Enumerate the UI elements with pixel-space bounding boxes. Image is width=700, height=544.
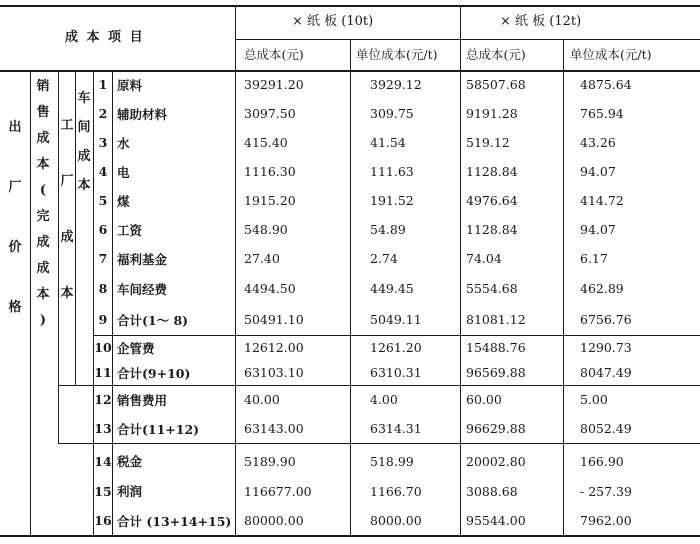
row-number: 11 bbox=[94, 365, 112, 380]
group-a-unit-cost: 5049.11 bbox=[370, 312, 422, 327]
group-b-unit-cost: 8047.49 bbox=[580, 365, 632, 380]
group-b-title: × 纸 板 (12t) bbox=[500, 14, 582, 29]
group-a-total-cost: 63143.00 bbox=[244, 421, 304, 436]
group-a-unit-cost: 1166.70 bbox=[370, 483, 422, 499]
group-a-total-cost: 80000.00 bbox=[244, 513, 304, 528]
group-b-total-cost: 81081.12 bbox=[466, 312, 526, 327]
cost-item-header: 成 本 项 目 bbox=[65, 30, 145, 45]
group-b-unit-cost: 1290.73 bbox=[580, 340, 632, 355]
group-b-total-cost: 95544.00 bbox=[466, 513, 526, 528]
group-divider-line bbox=[460, 5, 461, 536]
group-b-total-cost: 96629.88 bbox=[466, 421, 526, 436]
row-item-name: 辅助材料 bbox=[117, 106, 168, 122]
group-b-total-cost-header: 总成本(元) bbox=[466, 47, 526, 62]
row-number: 5 bbox=[98, 193, 108, 208]
group-a-total-cost: 40.00 bbox=[244, 392, 280, 407]
group-b-total-cost: 519.12 bbox=[466, 135, 510, 150]
row-item-name: 电 bbox=[117, 164, 130, 180]
group-a-total-cost: 1116.30 bbox=[244, 164, 296, 179]
group-a-unit-cost: 518.99 bbox=[370, 453, 414, 469]
row-number: 6 bbox=[98, 222, 108, 237]
group-b-total-cost: 60.00 bbox=[466, 392, 502, 407]
group-b-unit-cost: 414.72 bbox=[580, 193, 624, 208]
group-a-unit-cost: 1261.20 bbox=[370, 340, 422, 355]
group-a-total-cost: 5189.90 bbox=[244, 453, 296, 469]
group-b-unit-cost: 5.00 bbox=[580, 392, 608, 407]
row-item-name: 合计 (13+14+15) bbox=[117, 513, 232, 529]
group-a-total-cost: 63103.10 bbox=[244, 365, 304, 380]
group-a-unit-cost: 41.54 bbox=[370, 135, 406, 150]
group-a-unit-cost: 449.45 bbox=[370, 281, 414, 296]
group-b-total-cost: 4976.64 bbox=[466, 193, 518, 208]
row-number: 4 bbox=[98, 164, 108, 179]
group-b-total-cost: 3088.68 bbox=[466, 483, 518, 499]
row-number: 8 bbox=[98, 281, 108, 296]
group-b-unit-cost: 8052.49 bbox=[580, 421, 632, 436]
group-b-total-cost: 1128.84 bbox=[466, 164, 518, 179]
group-b-unit-cost: 6.17 bbox=[580, 251, 608, 266]
row-item-name: 工资 bbox=[117, 222, 143, 238]
group-b-unit-cost: 166.90 bbox=[580, 453, 624, 469]
table-top-border bbox=[0, 5, 700, 7]
ex-factory-price-label: 出 厂 价 格 bbox=[8, 120, 22, 315]
group-a-unit-cost: 111.63 bbox=[370, 164, 414, 179]
row-item-name: 福利基金 bbox=[117, 251, 168, 267]
group-a-unit-cost-header: 单位成本(元/t) bbox=[356, 47, 438, 62]
row-number: 1 bbox=[98, 77, 108, 92]
group-a-total-cost: 39291.20 bbox=[244, 77, 304, 92]
group-b-total-cost: 9191.28 bbox=[466, 106, 518, 121]
factory-cost-label: 工 厂 成 本 bbox=[60, 118, 74, 301]
row-item-name: 原料 bbox=[117, 77, 143, 93]
row-item-name: 合计(11+12) bbox=[117, 421, 200, 437]
group-a-unit-cost: 6310.31 bbox=[370, 365, 422, 380]
group-b-total-cost: 96569.88 bbox=[466, 365, 526, 380]
row-number: 3 bbox=[98, 135, 108, 150]
group-a-unit-cost: 3929.12 bbox=[370, 77, 422, 92]
group-a-total-cost-header: 总成本(元) bbox=[244, 47, 304, 62]
row-number: 10 bbox=[94, 340, 112, 355]
row-number: 16 bbox=[94, 513, 112, 528]
sales-cost-label: 销 售 成 本 ( 完 成 成 本 ) bbox=[36, 79, 50, 328]
group-b-total-cost: 15488.76 bbox=[466, 340, 526, 355]
group-b-unit-cost: - 257.39 bbox=[580, 483, 632, 499]
group-b-unit-cost-header: 单位成本(元/t) bbox=[570, 47, 652, 62]
group-a-total-cost: 1915.20 bbox=[244, 193, 296, 208]
row-number: 15 bbox=[94, 483, 112, 499]
group-a-total-cost: 4494.50 bbox=[244, 281, 296, 296]
group-b-unit-cost: 4875.64 bbox=[580, 77, 632, 92]
group-b-unit-cost: 94.07 bbox=[580, 222, 616, 237]
group-b-unit-cost: 462.89 bbox=[580, 281, 624, 296]
row-number: 7 bbox=[98, 251, 108, 266]
row-item-name: 合计(9+10) bbox=[117, 365, 191, 381]
group-b-total-cost: 5554.68 bbox=[466, 281, 518, 296]
group-b-col-divider bbox=[563, 39, 564, 536]
row-item-name: 合计(1～ 8) bbox=[117, 312, 189, 328]
group-a-unit-cost: 54.89 bbox=[370, 222, 406, 237]
group-a-total-cost: 27.40 bbox=[244, 251, 280, 266]
group-a-title: × 纸 板 (10t) bbox=[292, 14, 374, 29]
row-item-name: 车间经费 bbox=[117, 281, 168, 297]
group-b-unit-cost: 6756.76 bbox=[580, 312, 632, 327]
group-b-unit-cost: 43.26 bbox=[580, 135, 616, 150]
group-a-total-cost: 548.90 bbox=[244, 222, 288, 237]
group-a-total-cost: 116677.00 bbox=[244, 483, 312, 499]
row-number: 12 bbox=[94, 392, 112, 407]
row13-bottom-line bbox=[58, 443, 700, 444]
row-number: 13 bbox=[94, 421, 112, 436]
group-a-total-cost: 3097.50 bbox=[244, 106, 296, 121]
group-a-total-cost: 415.40 bbox=[244, 135, 288, 150]
group-a-col-divider bbox=[350, 39, 351, 536]
group-b-unit-cost: 765.94 bbox=[580, 106, 624, 121]
workshop-cost-label: 车 间 成 本 bbox=[77, 91, 91, 193]
group-b-total-cost: 1128.84 bbox=[466, 222, 518, 237]
row-item-name: 销售费用 bbox=[117, 392, 168, 408]
row-item-name: 利润 bbox=[117, 484, 143, 499]
group-a-unit-cost: 6314.31 bbox=[370, 421, 422, 436]
row-item-name: 企管费 bbox=[117, 340, 155, 356]
group-a-total-cost: 12612.00 bbox=[244, 340, 304, 355]
row-number: 14 bbox=[94, 453, 112, 469]
rowno-right-line bbox=[112, 70, 113, 536]
header-group-divider bbox=[235, 39, 700, 40]
group-a-unit-cost: 309.75 bbox=[370, 106, 414, 121]
group-b-unit-cost: 94.07 bbox=[580, 164, 616, 179]
item-column-right-line bbox=[235, 5, 236, 536]
group-b-total-cost: 58507.68 bbox=[466, 77, 526, 92]
group-a-unit-cost: 2.74 bbox=[370, 251, 398, 266]
group-a-unit-cost: 4.00 bbox=[370, 392, 398, 407]
row-number: 9 bbox=[98, 312, 108, 327]
group-a-unit-cost: 191.52 bbox=[370, 193, 414, 208]
sales-cost-left-line bbox=[30, 70, 31, 536]
group-b-unit-cost: 7962.00 bbox=[580, 513, 632, 528]
row-number: 2 bbox=[98, 106, 108, 121]
group-a-unit-cost: 8000.00 bbox=[370, 513, 422, 528]
row-item-name: 煤 bbox=[117, 193, 130, 209]
group-b-total-cost: 20002.80 bbox=[466, 453, 526, 469]
row-item-name: 水 bbox=[117, 135, 130, 151]
group-b-total-cost: 74.04 bbox=[466, 251, 502, 266]
row-item-name: 税金 bbox=[117, 454, 143, 469]
group-a-total-cost: 50491.10 bbox=[244, 312, 304, 327]
